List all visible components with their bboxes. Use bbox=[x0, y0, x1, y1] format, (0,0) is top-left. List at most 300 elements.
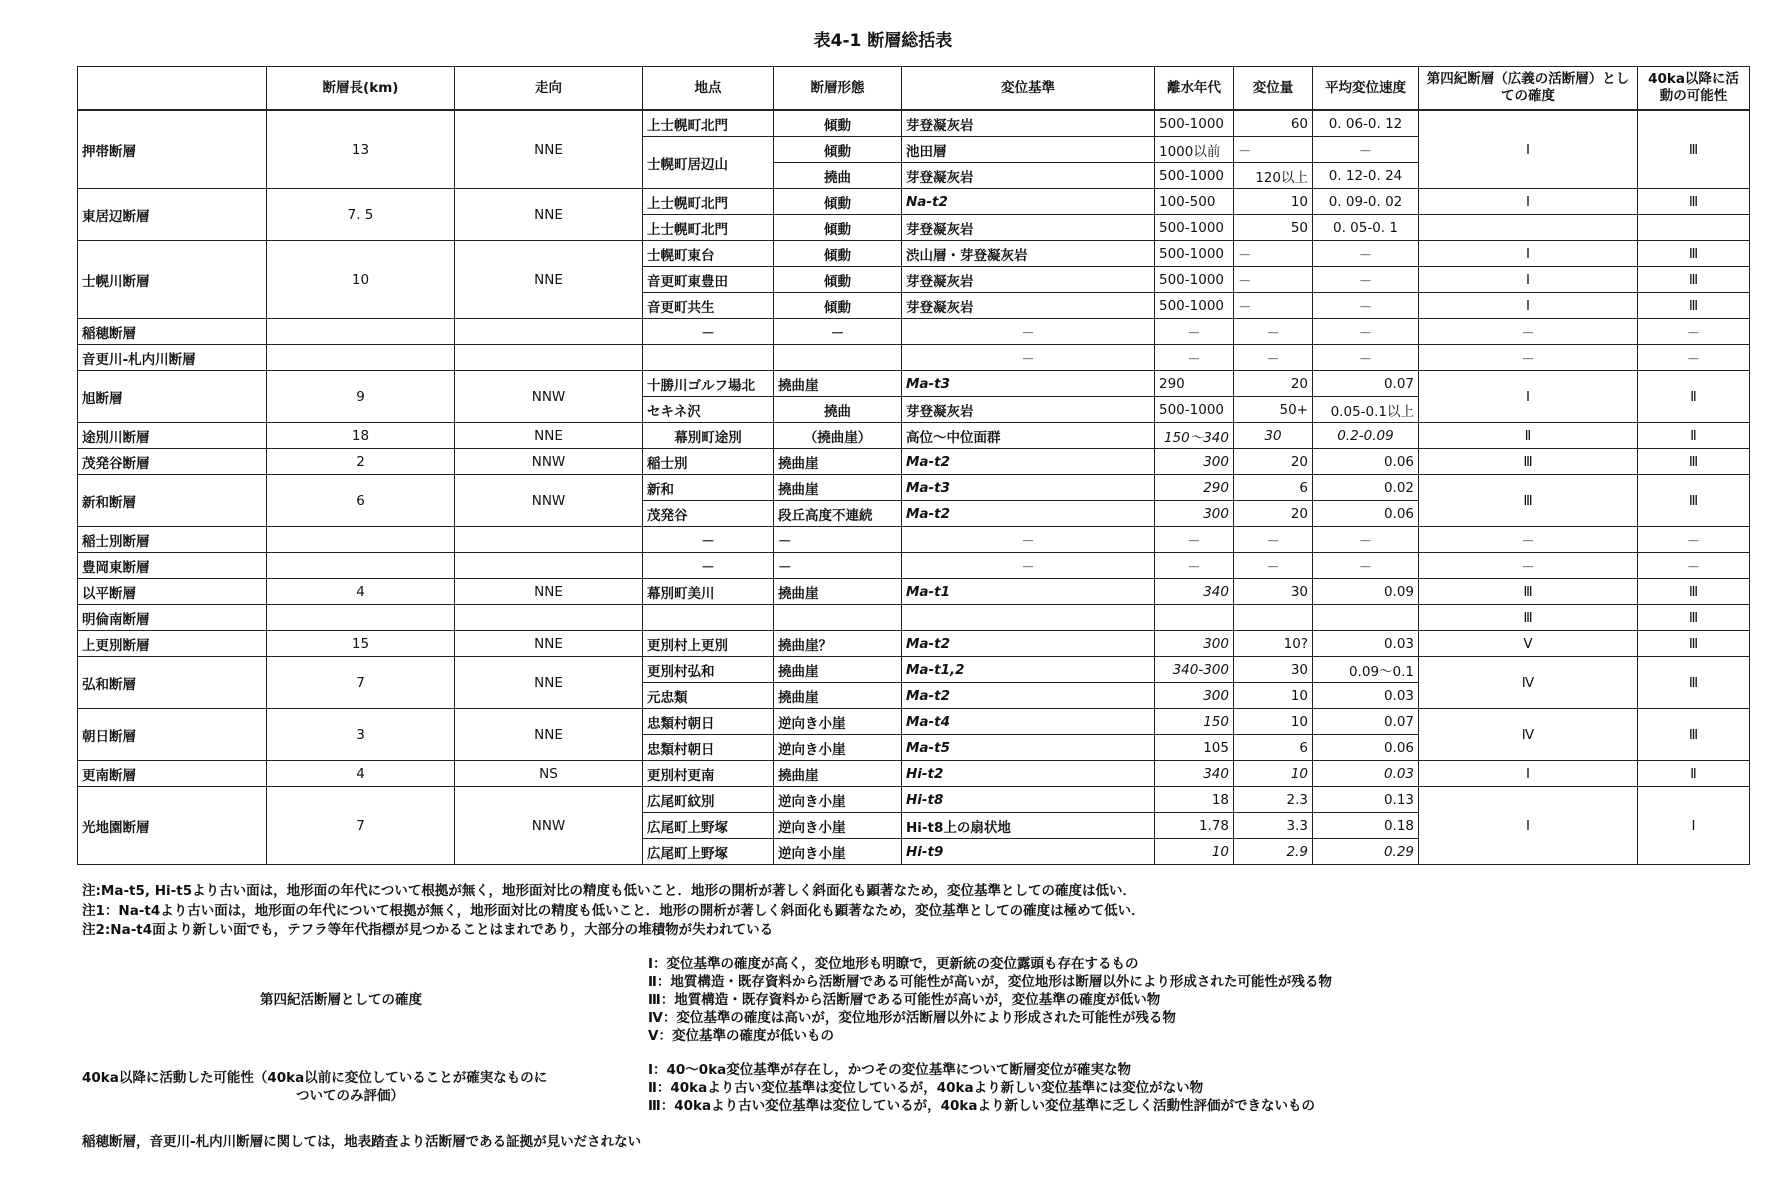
certainty-cell: Ⅲ bbox=[1419, 475, 1638, 527]
average-rate-cell: － bbox=[1313, 553, 1419, 579]
activity-cell: Ⅲ bbox=[1638, 475, 1750, 527]
location-cell: － bbox=[643, 319, 774, 345]
emergence-age-cell bbox=[1155, 605, 1234, 631]
displacement-reference-cell: 芽登凝灰岩 bbox=[902, 397, 1155, 423]
emergence-age-cell: 500-1000 bbox=[1155, 293, 1234, 319]
fault-strike-cell: NNE bbox=[455, 423, 643, 449]
location-cell: 士幌町居辺山 bbox=[643, 137, 774, 189]
fault-name-cell: 音更川-札内川断層 bbox=[78, 345, 267, 371]
fault-strike-cell: NNW bbox=[455, 787, 643, 865]
displacement-reference-cell: Ma-t3 bbox=[902, 475, 1155, 501]
certainty-cell: Ⅲ bbox=[1419, 605, 1638, 631]
displacement-cell: 50 bbox=[1234, 215, 1313, 241]
final-note: 稲穂断層，音更川-札内川断層に関しては，地表踏査より活断層である証拠が見いだされない bbox=[82, 1134, 642, 1150]
fault-strike-cell: NNE bbox=[455, 709, 643, 761]
column-header: 走向 bbox=[455, 67, 643, 111]
displacement-reference-cell: Ma-t1,2 bbox=[902, 657, 1155, 683]
fault-strike-cell: NNW bbox=[455, 475, 643, 527]
table-row bbox=[78, 605, 1750, 631]
fault-name-cell: 上更別断層 bbox=[78, 631, 267, 657]
certainty-cell: Ⅲ bbox=[1419, 449, 1638, 475]
fault-name-cell: 稲士別断層 bbox=[78, 527, 267, 553]
average-rate-cell: 0.03 bbox=[1313, 631, 1419, 657]
average-rate-cell: 0.03 bbox=[1313, 683, 1419, 709]
legend-item: Ⅳ：変位基準の確度は高いが，変位地形が活断層以外により形成された可能性が残る物 bbox=[648, 1010, 1176, 1026]
location-cell: － bbox=[643, 527, 774, 553]
fault-strike-cell bbox=[455, 553, 643, 579]
displacement-cell: 3.3 bbox=[1234, 813, 1313, 839]
emergence-age-cell: 150～340 bbox=[1155, 423, 1234, 449]
displacement-reference-cell: Ma-t1 bbox=[902, 579, 1155, 605]
location-cell: － bbox=[643, 553, 774, 579]
certainty-cell: － bbox=[1419, 319, 1638, 345]
fault-strike-cell bbox=[455, 345, 643, 371]
displacement-cell: 10? bbox=[1234, 631, 1313, 657]
emergence-age-cell: 105 bbox=[1155, 735, 1234, 761]
notes bbox=[82, 882, 1145, 941]
emergence-age-cell: 300 bbox=[1155, 449, 1234, 475]
location-cell: 稲士別 bbox=[643, 449, 774, 475]
certainty-legend-list bbox=[648, 955, 1332, 1045]
average-rate-cell: 0.06 bbox=[1313, 501, 1419, 527]
displacement-reference-cell: 芽登凝灰岩 bbox=[902, 215, 1155, 241]
table-row bbox=[78, 449, 1750, 475]
table-body bbox=[78, 110, 1750, 865]
location-cell bbox=[643, 605, 774, 631]
displacement-reference-cell: 高位～中位面群 bbox=[902, 423, 1155, 449]
activity-cell: － bbox=[1638, 553, 1750, 579]
emergence-age-cell: 100-500 bbox=[1155, 189, 1234, 215]
legend-item: Ⅰ：変位基準の確度が高く，変位地形も明瞭で，更新統の変位露頭も存在するもの bbox=[648, 956, 1139, 972]
emergence-age-cell: 150 bbox=[1155, 709, 1234, 735]
emergence-age-cell: 1000以前 bbox=[1155, 137, 1234, 163]
fault-strike-cell: NNW bbox=[455, 371, 643, 423]
fault-length-cell: 2 bbox=[267, 449, 455, 475]
fault-length-cell: 7 bbox=[267, 657, 455, 709]
certainty-cell: Ⅳ bbox=[1419, 709, 1638, 761]
displacement-cell: 120以上 bbox=[1234, 163, 1313, 189]
location-cell: 新和 bbox=[643, 475, 774, 501]
fault-form-cell: － bbox=[774, 527, 902, 553]
note-line: 注:Ma-t5, Hi-t5より古い面は，地形面の年代について根拠が無く，地形面対比の精度も低いこと．地形の開析が著しく斜面化も顕著なため，変位基準としての確度は低い． bbox=[82, 883, 1137, 899]
certainty-cell: － bbox=[1419, 345, 1638, 371]
fault-form-cell: 逆向き小崖 bbox=[774, 709, 902, 735]
fault-length-cell bbox=[267, 553, 455, 579]
displacement-cell: 20 bbox=[1234, 449, 1313, 475]
fault-strike-cell: NNW bbox=[455, 449, 643, 475]
activity-legend-list bbox=[648, 1061, 1315, 1115]
fault-form-cell: － bbox=[774, 553, 902, 579]
fault-length-cell: 7 bbox=[267, 787, 455, 865]
column-header: 変位量 bbox=[1234, 67, 1313, 111]
column-header: 断層長(km) bbox=[267, 67, 455, 111]
average-rate-cell: 0.29 bbox=[1313, 839, 1419, 865]
fault-form-cell: 撓曲崖 bbox=[774, 579, 902, 605]
fault-form-cell: （撓曲崖） bbox=[774, 423, 902, 449]
displacement-cell: － bbox=[1234, 293, 1313, 319]
column-header: 第四紀断層（広義の活断層）としての確度 bbox=[1419, 67, 1638, 111]
header-row bbox=[78, 67, 1750, 111]
fault-name-cell: 稲穂断層 bbox=[78, 319, 267, 345]
table-row bbox=[78, 761, 1750, 787]
fault-name-cell: 茂発谷断層 bbox=[78, 449, 267, 475]
location-cell bbox=[643, 345, 774, 371]
location-cell: 上士幌町北門 bbox=[643, 110, 774, 137]
certainty-cell bbox=[1419, 215, 1638, 241]
displacement-reference-cell: － bbox=[902, 319, 1155, 345]
fault-form-cell: 逆向き小崖 bbox=[774, 839, 902, 865]
fault-strike-cell: NS bbox=[455, 761, 643, 787]
activity-legend-label-line: ついてのみ評価） bbox=[296, 1088, 404, 1104]
fault-length-cell: 13 bbox=[267, 110, 455, 189]
table-row bbox=[78, 319, 1750, 345]
activity-cell: Ⅱ bbox=[1638, 371, 1750, 423]
note-line: 注2:Na-t4面より新しい面でも，テフラ等年代指標が見つかることはまれであり，大部分の堆積物が失われている bbox=[82, 922, 774, 938]
fault-form-cell: 撓曲崖 bbox=[774, 371, 902, 397]
legend-item: Ⅴ：変位基準の確度が低いもの bbox=[648, 1028, 834, 1044]
fault-form-cell: 撓曲崖 bbox=[774, 475, 902, 501]
displacement-cell: 50+ bbox=[1234, 397, 1313, 423]
table-row bbox=[78, 423, 1750, 449]
table-row bbox=[78, 579, 1750, 605]
fault-form-cell: 傾動 bbox=[774, 267, 902, 293]
fault-form-cell: 撓曲崖 bbox=[774, 761, 902, 787]
average-rate-cell bbox=[1313, 605, 1419, 631]
fault-form-cell: 傾動 bbox=[774, 241, 902, 267]
certainty-cell: Ⅰ bbox=[1419, 293, 1638, 319]
certainty-cell: Ⅱ bbox=[1419, 423, 1638, 449]
displacement-reference-cell: Hi-t8上の扇状地 bbox=[902, 813, 1155, 839]
displacement-reference-cell: Ma-t5 bbox=[902, 735, 1155, 761]
emergence-age-cell: 500-1000 bbox=[1155, 397, 1234, 423]
fault-name-cell: 途別川断層 bbox=[78, 423, 267, 449]
certainty-cell: Ⅰ bbox=[1419, 761, 1638, 787]
fault-strike-cell bbox=[455, 605, 643, 631]
fault-strike-cell: NNE bbox=[455, 579, 643, 605]
activity-legend-label-line: 40ka以降に活動した可能性（40ka以前に変位していることが確実なものに bbox=[82, 1070, 548, 1086]
emergence-age-cell: － bbox=[1155, 527, 1234, 553]
location-cell: 士幌町東台 bbox=[643, 241, 774, 267]
activity-cell: － bbox=[1638, 345, 1750, 371]
displacement-reference-cell: － bbox=[902, 527, 1155, 553]
activity-cell: － bbox=[1638, 319, 1750, 345]
activity-cell: Ⅲ bbox=[1638, 709, 1750, 761]
fault-length-cell: 9 bbox=[267, 371, 455, 423]
fault-form-cell: 撓曲崖 bbox=[774, 657, 902, 683]
displacement-reference-cell: － bbox=[902, 345, 1155, 371]
note-line: 注1：Na-t4より古い面は，地形面の年代について根拠が無く，地形面対比の精度も低いこと．地形の開析が著しく斜面化も顕著なため，変位基準としての確度は極めて低い． bbox=[82, 902, 1145, 919]
fault-length-cell: 18 bbox=[267, 423, 455, 449]
average-rate-cell: － bbox=[1313, 293, 1419, 319]
displacement-reference-cell: Ma-t2 bbox=[902, 683, 1155, 709]
table-row bbox=[78, 345, 1750, 371]
fault-name-cell: 士幌川断層 bbox=[78, 241, 267, 319]
fault-form-cell: 段丘高度不連続 bbox=[774, 501, 902, 527]
displacement-reference-cell: Na-t2 bbox=[902, 189, 1155, 215]
table-row bbox=[78, 475, 1750, 501]
column-header: 離水年代 bbox=[1155, 67, 1234, 111]
fault-form-cell: 逆向き小崖 bbox=[774, 735, 902, 761]
displacement-cell: 10 bbox=[1234, 189, 1313, 215]
fault-length-cell: 6 bbox=[267, 475, 455, 527]
displacement-cell: 30 bbox=[1234, 657, 1313, 683]
fault-name-cell: 明倫南断層 bbox=[78, 605, 267, 631]
certainty-cell: Ⅳ bbox=[1419, 657, 1638, 709]
displacement-cell: 2.9 bbox=[1234, 839, 1313, 865]
average-rate-cell: 0.07 bbox=[1313, 371, 1419, 397]
average-rate-cell: － bbox=[1313, 527, 1419, 553]
fault-form-cell: 傾動 bbox=[774, 189, 902, 215]
displacement-reference-cell: Ma-t2 bbox=[902, 501, 1155, 527]
activity-cell: Ⅲ bbox=[1638, 657, 1750, 709]
average-rate-cell: 0. 12-0. 24 bbox=[1313, 163, 1419, 189]
average-rate-cell: 0.02 bbox=[1313, 475, 1419, 501]
average-rate-cell: 0. 09-0. 02 bbox=[1313, 189, 1419, 215]
fault-name-cell: 押帯断層 bbox=[78, 110, 267, 189]
fault-name-cell: 東居辺断層 bbox=[78, 189, 267, 241]
certainty-cell: Ⅰ bbox=[1419, 241, 1638, 267]
activity-cell: Ⅲ bbox=[1638, 267, 1750, 293]
legend-item: Ⅰ：40～0ka変位基準が存在し，かつその変位基準について断層変位が確実な物 bbox=[648, 1062, 1132, 1078]
average-rate-cell: 0.09 bbox=[1313, 579, 1419, 605]
average-rate-cell: 0. 06-0. 12 bbox=[1313, 110, 1419, 137]
certainty-cell: Ⅰ bbox=[1419, 787, 1638, 865]
table-row bbox=[78, 631, 1750, 657]
fault-name-cell: 光地園断層 bbox=[78, 787, 267, 865]
location-cell: 忠類村朝日 bbox=[643, 735, 774, 761]
column-header: 40ka以降に活動の可能性 bbox=[1638, 67, 1750, 111]
emergence-age-cell: 290 bbox=[1155, 475, 1234, 501]
location-cell: 茂発谷 bbox=[643, 501, 774, 527]
fault-name-cell: 弘和断層 bbox=[78, 657, 267, 709]
location-cell: セキネ沢 bbox=[643, 397, 774, 423]
fault-form-cell: － bbox=[774, 319, 902, 345]
fault-name-cell: 豊岡東断層 bbox=[78, 553, 267, 579]
location-cell: 幕別町途別 bbox=[643, 423, 774, 449]
table-row bbox=[78, 709, 1750, 735]
average-rate-cell: 0.05-0.1以上 bbox=[1313, 397, 1419, 423]
emergence-age-cell: 500-1000 bbox=[1155, 267, 1234, 293]
column-header: 変位基準 bbox=[902, 67, 1155, 111]
emergence-age-cell: － bbox=[1155, 345, 1234, 371]
activity-cell: Ⅲ bbox=[1638, 110, 1750, 189]
average-rate-cell: 0.06 bbox=[1313, 449, 1419, 475]
emergence-age-cell: － bbox=[1155, 553, 1234, 579]
displacement-reference-cell: 芽登凝灰岩 bbox=[902, 163, 1155, 189]
table-row bbox=[78, 787, 1750, 813]
location-cell: 広尾町上野塚 bbox=[643, 839, 774, 865]
fault-form-cell: 撓曲崖 bbox=[774, 449, 902, 475]
displacement-cell bbox=[1234, 605, 1313, 631]
certainty-cell: Ⅲ bbox=[1419, 579, 1638, 605]
column-header: 平均変位速度 bbox=[1313, 67, 1419, 111]
displacement-cell: 10 bbox=[1234, 709, 1313, 735]
activity-legend-label bbox=[82, 1069, 547, 1105]
fault-length-cell bbox=[267, 605, 455, 631]
certainty-cell: Ⅰ bbox=[1419, 267, 1638, 293]
fault-form-cell: 撓曲 bbox=[774, 163, 902, 189]
fault-length-cell: 7. 5 bbox=[267, 189, 455, 241]
displacement-cell: 6 bbox=[1234, 475, 1313, 501]
table-row bbox=[78, 553, 1750, 579]
table-row bbox=[78, 241, 1750, 267]
fault-name-cell: 以平断層 bbox=[78, 579, 267, 605]
average-rate-cell: － bbox=[1313, 319, 1419, 345]
emergence-age-cell: 290 bbox=[1155, 371, 1234, 397]
average-rate-cell: 0.07 bbox=[1313, 709, 1419, 735]
location-cell: 上士幌町北門 bbox=[643, 189, 774, 215]
displacement-reference-cell: Hi-t2 bbox=[902, 761, 1155, 787]
displacement-reference-cell: 芽登凝灰岩 bbox=[902, 267, 1155, 293]
fault-strike-cell bbox=[455, 527, 643, 553]
fault-form-cell: 傾動 bbox=[774, 110, 902, 137]
location-cell: 忠類村朝日 bbox=[643, 709, 774, 735]
average-rate-cell: 0. 05-0. 1 bbox=[1313, 215, 1419, 241]
average-rate-cell: 0.06 bbox=[1313, 735, 1419, 761]
fault-form-cell bbox=[774, 345, 902, 371]
displacement-cell: － bbox=[1234, 553, 1313, 579]
location-cell: 上士幌町北門 bbox=[643, 215, 774, 241]
displacement-reference-cell: 渋山層・芽登凝灰岩 bbox=[902, 241, 1155, 267]
displacement-cell: 60 bbox=[1234, 110, 1313, 137]
table-row bbox=[78, 371, 1750, 397]
displacement-reference-cell: Ma-t2 bbox=[902, 449, 1155, 475]
average-rate-cell: － bbox=[1313, 241, 1419, 267]
activity-cell: Ⅲ bbox=[1638, 579, 1750, 605]
certainty-cell: Ⅴ bbox=[1419, 631, 1638, 657]
displacement-reference-cell: Ma-t3 bbox=[902, 371, 1155, 397]
location-cell: 元忠類 bbox=[643, 683, 774, 709]
displacement-cell: － bbox=[1234, 319, 1313, 345]
column-header: 地点 bbox=[643, 67, 774, 111]
displacement-cell: － bbox=[1234, 345, 1313, 371]
page-title: 表4-1 断層総括表 bbox=[813, 31, 953, 51]
table-row bbox=[78, 527, 1750, 553]
fault-name-cell: 旭断層 bbox=[78, 371, 267, 423]
emergence-age-cell: 10 bbox=[1155, 839, 1234, 865]
activity-cell bbox=[1638, 215, 1750, 241]
certainty-cell: － bbox=[1419, 527, 1638, 553]
certainty-cell: Ⅰ bbox=[1419, 110, 1638, 189]
fault-form-cell: 傾動 bbox=[774, 137, 902, 163]
displacement-reference-cell: Hi-t9 bbox=[902, 839, 1155, 865]
legend-item: Ⅲ：40kaより古い変位基準は変位しているが，40kaより新しい変位基準に乏しく活動性評価ができないもの bbox=[648, 1098, 1316, 1114]
emergence-age-cell: － bbox=[1155, 319, 1234, 345]
average-rate-cell: － bbox=[1313, 345, 1419, 371]
table-row bbox=[78, 657, 1750, 683]
displacement-reference-cell: 芽登凝灰岩 bbox=[902, 293, 1155, 319]
emergence-age-cell: 340 bbox=[1155, 761, 1234, 787]
average-rate-cell: － bbox=[1313, 137, 1419, 163]
displacement-reference-cell: 池田層 bbox=[902, 137, 1155, 163]
average-rate-cell: 0.13 bbox=[1313, 787, 1419, 813]
activity-cell: Ⅱ bbox=[1638, 423, 1750, 449]
fault-summary-table bbox=[77, 66, 1750, 865]
displacement-cell: 20 bbox=[1234, 501, 1313, 527]
average-rate-cell: － bbox=[1313, 267, 1419, 293]
fault-length-cell bbox=[267, 527, 455, 553]
fault-name-cell: 朝日断層 bbox=[78, 709, 267, 761]
location-cell: 広尾町上野塚 bbox=[643, 813, 774, 839]
activity-cell: Ⅰ bbox=[1638, 787, 1750, 865]
fault-strike-cell bbox=[455, 319, 643, 345]
displacement-reference-cell: Ma-t2 bbox=[902, 631, 1155, 657]
fault-form-cell: 傾動 bbox=[774, 293, 902, 319]
fault-form-cell bbox=[774, 605, 902, 631]
fault-strike-cell: NNE bbox=[455, 189, 643, 241]
fault-strike-cell: NNE bbox=[455, 657, 643, 709]
emergence-age-cell: 500-1000 bbox=[1155, 241, 1234, 267]
table-row bbox=[78, 110, 1750, 137]
displacement-cell: 30 bbox=[1234, 579, 1313, 605]
displacement-cell: 10 bbox=[1234, 761, 1313, 787]
emergence-age-cell: 300 bbox=[1155, 501, 1234, 527]
activity-cell: Ⅲ bbox=[1638, 605, 1750, 631]
location-cell: 音更町東豊田 bbox=[643, 267, 774, 293]
displacement-cell: 20 bbox=[1234, 371, 1313, 397]
legend-item: Ⅱ：地質構造・既存資料から活断層である可能性が高いが，変位地形は断層以外により形成された可能性が残る物 bbox=[648, 974, 1332, 990]
average-rate-cell: 0.2-0.09 bbox=[1313, 423, 1419, 449]
emergence-age-cell: 500-1000 bbox=[1155, 110, 1234, 137]
location-cell: 十勝川ゴルフ場北 bbox=[643, 371, 774, 397]
fault-strike-cell: NNE bbox=[455, 241, 643, 319]
fault-length-cell: 15 bbox=[267, 631, 455, 657]
column-header bbox=[78, 67, 267, 111]
activity-cell: Ⅲ bbox=[1638, 189, 1750, 215]
displacement-reference-cell: Ma-t4 bbox=[902, 709, 1155, 735]
location-cell: 更別村更南 bbox=[643, 761, 774, 787]
average-rate-cell: 0.18 bbox=[1313, 813, 1419, 839]
certainty-cell: Ⅰ bbox=[1419, 371, 1638, 423]
displacement-reference-cell: 芽登凝灰岩 bbox=[902, 110, 1155, 137]
emergence-age-cell: 1.78 bbox=[1155, 813, 1234, 839]
displacement-cell: 2.3 bbox=[1234, 787, 1313, 813]
fault-form-cell: 逆向き小崖 bbox=[774, 813, 902, 839]
displacement-reference-cell: Hi-t8 bbox=[902, 787, 1155, 813]
activity-cell: Ⅲ bbox=[1638, 293, 1750, 319]
fault-form-cell: 逆向き小崖 bbox=[774, 787, 902, 813]
certainty-legend-label: 第四紀活断層としての確度 bbox=[260, 992, 422, 1008]
average-rate-cell: 0.09～0.1 bbox=[1313, 657, 1419, 683]
fault-length-cell: 10 bbox=[267, 241, 455, 319]
activity-cell: Ⅲ bbox=[1638, 241, 1750, 267]
activity-cell: Ⅲ bbox=[1638, 449, 1750, 475]
activity-cell: Ⅲ bbox=[1638, 631, 1750, 657]
displacement-cell: 30 bbox=[1234, 423, 1313, 449]
displacement-cell: － bbox=[1234, 267, 1313, 293]
emergence-age-cell: 340 bbox=[1155, 579, 1234, 605]
location-cell: 広尾町紋別 bbox=[643, 787, 774, 813]
fault-length-cell bbox=[267, 345, 455, 371]
displacement-reference-cell bbox=[902, 605, 1155, 631]
fault-name-cell: 新和断層 bbox=[78, 475, 267, 527]
displacement-cell: 6 bbox=[1234, 735, 1313, 761]
fault-length-cell: 4 bbox=[267, 761, 455, 787]
displacement-cell: － bbox=[1234, 241, 1313, 267]
displacement-cell: － bbox=[1234, 137, 1313, 163]
certainty-cell: － bbox=[1419, 553, 1638, 579]
table-row bbox=[78, 189, 1750, 215]
fault-form-cell: 撓曲崖？ bbox=[774, 631, 902, 657]
fault-form-cell: 撓曲 bbox=[774, 397, 902, 423]
column-header: 断層形態 bbox=[774, 67, 902, 111]
emergence-age-cell: 500-1000 bbox=[1155, 163, 1234, 189]
emergence-age-cell: 300 bbox=[1155, 631, 1234, 657]
emergence-age-cell: 340-300 bbox=[1155, 657, 1234, 683]
certainty-cell: Ⅰ bbox=[1419, 189, 1638, 215]
displacement-cell: － bbox=[1234, 527, 1313, 553]
displacement-cell: 10 bbox=[1234, 683, 1313, 709]
